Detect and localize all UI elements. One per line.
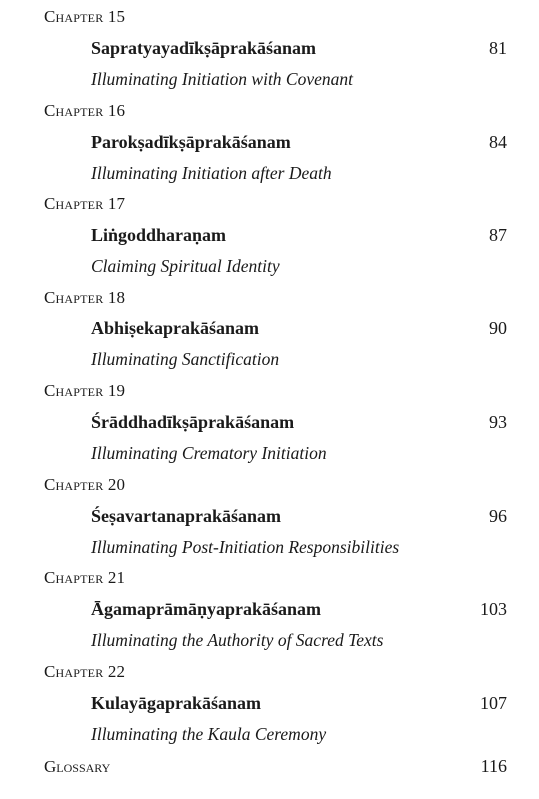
chapter-heading: Chapter 15: [44, 7, 126, 26]
page-number: 93: [489, 412, 507, 432]
page-number: 84: [489, 132, 507, 152]
entry-subtitle: Illuminating Post-Initiation Responsibilities: [91, 537, 400, 557]
chapter-heading: Chapter 17: [44, 194, 126, 213]
page-number: 96: [489, 506, 507, 526]
entry-title: Śeṣavartanaprakāśanam: [91, 506, 282, 526]
entry-title: Liṅgoddharaṇam: [91, 225, 227, 245]
entry-subtitle: Illuminating Initiation with Covenant: [91, 69, 354, 89]
entry-title: Parokṣadīkṣāprakāśanam: [91, 132, 291, 152]
entry-title: Śrāddhadīkṣāprakāśanam: [91, 412, 295, 432]
entry-title: Āgamaprāmāṇyaprakāśanam: [91, 599, 322, 619]
chapter-heading: Chapter 16: [44, 101, 126, 120]
page-number: 81: [489, 38, 507, 58]
entry-subtitle: Illuminating Initiation after Death: [91, 163, 332, 183]
chapter-heading: Chapter 19: [44, 381, 126, 400]
entry-subtitle: Illuminating the Kaula Ceremony: [91, 724, 327, 744]
entry-subtitle: Claiming Spiritual Identity: [91, 256, 280, 276]
entry-title: Abhiṣekaprakāśanam: [91, 318, 260, 338]
page-number: 90: [489, 318, 507, 338]
page-number: 107: [480, 693, 507, 713]
chapter-heading: Chapter 21: [44, 568, 126, 587]
chapter-heading: Chapter 22: [44, 662, 126, 681]
entry-subtitle: Illuminating the Authority of Sacred Texts: [91, 630, 384, 650]
entry-title: Kulayāgaprakāśanam: [91, 693, 262, 713]
entry-title: Sapratyayadīkṣāprakāśanam: [91, 38, 317, 58]
page-number: 87: [489, 225, 507, 245]
chapter-heading: Chapter 20: [44, 475, 126, 494]
chapter-heading: Chapter 18: [44, 288, 126, 307]
entry-subtitle: Illuminating Crematory Initiation: [91, 443, 327, 463]
glossary-page-number: 116: [480, 756, 507, 776]
glossary-heading: Glossary: [44, 757, 111, 776]
entry-subtitle: Illuminating Sanctification: [91, 349, 280, 369]
page-number: 103: [480, 599, 507, 619]
